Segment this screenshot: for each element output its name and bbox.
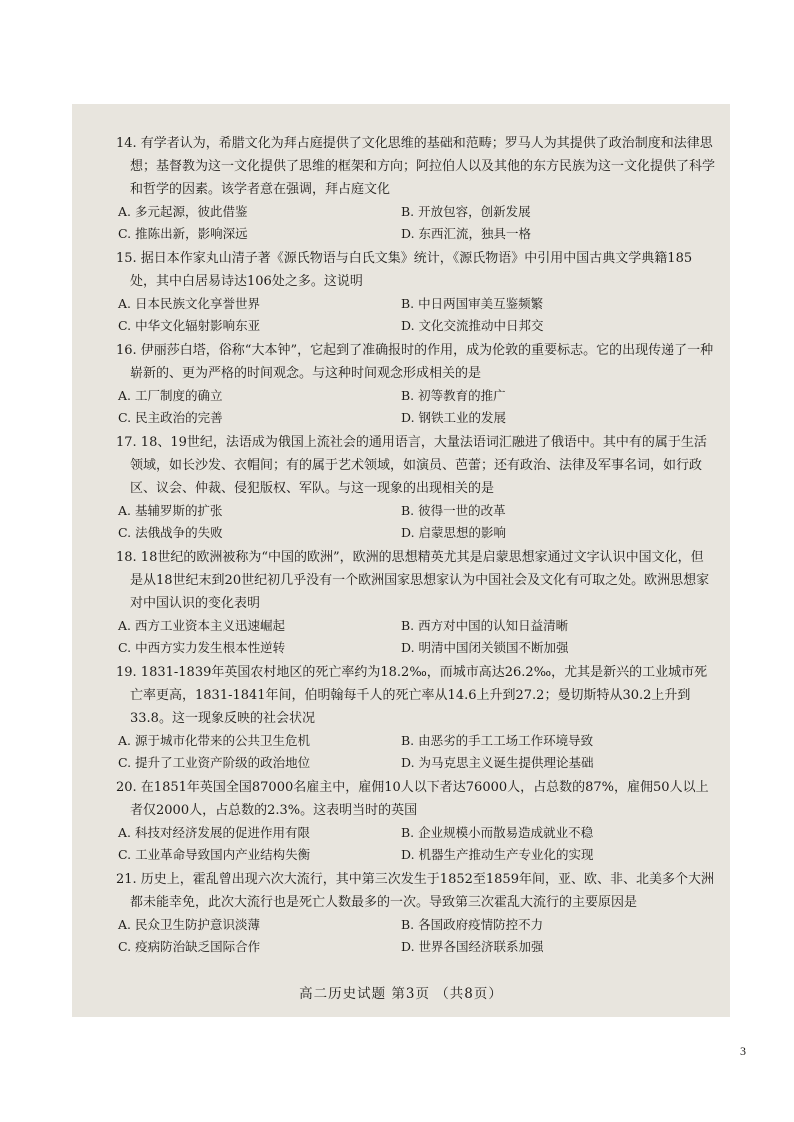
answer-options <box>116 615 716 659</box>
option-d: D. 机器生产推动生产专业化的实现 <box>401 847 594 862</box>
option-b: B. 企业规模小而散易造成就业不稳 <box>401 825 594 840</box>
question-18 <box>116 546 716 659</box>
question-19 <box>116 661 716 774</box>
option-b: B. 由恶劣的手工工场工作环境导致 <box>401 733 594 748</box>
option-c: C. 推陈出新，影响深远 <box>118 226 248 241</box>
option-a: A. 日本民族文化享誉世界 <box>118 296 260 311</box>
option-c: C. 民主政治的完善 <box>118 410 223 425</box>
option-d: D. 启蒙思想的影响 <box>401 525 507 540</box>
question-stem: 20. 在1851年英国全国87000名雇主中，雇佣10人以下者达76000人，占总数的87%，雇佣50人以上者仅2000人，占总数的2.3%。这表明当时的英国 <box>116 780 709 818</box>
question-20 <box>116 776 716 866</box>
option-b: B. 中日两国审美互鉴频繁 <box>401 296 544 311</box>
question-21 <box>116 868 716 958</box>
option-c: C. 法俄战争的失败 <box>118 525 223 540</box>
option-d: D. 文化交流推动中日邦交 <box>401 318 544 333</box>
answer-options <box>116 293 716 337</box>
page-number: 3 <box>740 1044 746 1058</box>
question-15 <box>116 247 716 337</box>
option-a: A. 西方工业资本主义迅速崛起 <box>118 618 285 633</box>
option-c: C. 中西方实力发生根本性逆转 <box>118 640 286 655</box>
option-b: B. 各国政府疫情防控不力 <box>401 917 544 932</box>
answer-options <box>116 385 716 429</box>
option-b: B. 初等教育的推广 <box>401 388 506 403</box>
question-16 <box>116 339 716 429</box>
option-b: B. 开放包容，创新发展 <box>401 204 531 219</box>
answer-options <box>116 914 716 958</box>
answer-options <box>116 822 716 866</box>
option-a: A. 工厂制度的确立 <box>118 388 223 403</box>
question-stem: 14. 有学者认为，希腊文化为拜占庭提供了文化思维的基础和范畴；罗马人为其提供了政治制度和法律思想；基督教为这一文化提供了思维的框架和方向；阿拉伯人以及其他的东方民族为这一文化提供了科学和哲学的因素。该学者意在强调，拜占庭文化 <box>116 136 716 197</box>
question-14 <box>116 132 716 245</box>
question-stem: 19. 1831-1839年英国农村地区的死亡率约为18.2‰，而城市高达26.2‰，尤其是新兴的工业城市死亡率更高，1831-1841年间，伯明翰每千人的死亡率从14.6上升到27.2；曼切斯特从30.2上升到33.8。这一现象反映的社会状况 <box>116 665 708 726</box>
exam-footer: 高二历史试题 第3页 （共8页） <box>299 986 503 1002</box>
option-c: C. 工业革命导致国内产业结构失衡 <box>118 847 311 862</box>
option-a: A. 源于城市化带来的公共卫生危机 <box>118 733 310 748</box>
option-a: A. 科技对经济发展的促进作用有限 <box>118 825 310 840</box>
option-a: A. 基辅罗斯的扩张 <box>118 503 223 518</box>
question-list <box>116 132 716 960</box>
option-d: D. 明清中国闭关锁国不断加强 <box>401 640 569 655</box>
option-d: D. 为马克思主义诞生提供理论基础 <box>401 755 594 770</box>
option-b: B. 西方对中国的认知日益清晰 <box>401 618 569 633</box>
option-a: A. 多元起源，彼此借鉴 <box>118 204 248 219</box>
question-17 <box>116 431 716 544</box>
question-stem: 15. 据日本作家丸山清子著《源氏物语与白氏文集》统计，《源氏物语》中引用中国古典文学典籍185处，其中白居易诗达106处之多。这说明 <box>116 251 693 289</box>
option-c: C. 疫病防治缺乏国际合作 <box>118 939 261 954</box>
option-a: A. 民众卫生防护意识淡薄 <box>118 917 260 932</box>
option-d: D. 钢铁工业的发展 <box>401 410 507 425</box>
question-stem: 17. 18、19世纪，法语成为俄国上流社会的通用语言，大量法语词汇融进了俄语中。其中有的属于生活领域，如长沙发、衣帽间；有的属于艺术领域，如演员、芭蕾；还有政治、法律及军事名词，如行政区、议会、仲裁、侵犯版权、军队。与这一现象的出现相关的是 <box>116 435 707 496</box>
option-d: D. 东西汇流，独具一格 <box>401 226 532 241</box>
answer-options <box>116 201 716 245</box>
option-c: C. 中华文化辐射影响东亚 <box>118 318 261 333</box>
question-stem: 21. 历史上，霍乱曾出现六次大流行，其中第三次发生于1852至1859年间，亚、欧、非、北美多个大洲都未能幸免，此次大流行也是死亡人数最多的一次。导致第三次霍乱大流行的主要原因是 <box>116 872 714 910</box>
option-b: B. 彼得一世的改革 <box>401 503 506 518</box>
option-c: C. 提升了工业资产阶级的政治地位 <box>118 755 311 770</box>
question-stem: 16. 伊丽莎白塔，俗称“大本钟”，它起到了准确报时的作用，成为伦敦的重要标志。它的出现传递了一种崭新的、更为严格的时间观念。与这种时间观念形成相关的是 <box>116 343 714 381</box>
answer-options <box>116 730 716 774</box>
scanned-exam-page <box>72 104 730 1017</box>
answer-options <box>116 500 716 544</box>
option-d: D. 世界各国经济联系加强 <box>401 939 544 954</box>
question-stem: 18. 18世纪的欧洲被称为“中国的欧洲”，欧洲的思想精英尤其是启蒙思想家通过文字认识中国文化，但是从18世纪末到20世纪初几乎没有一个欧洲国家思想家认为中国社会及文化有可取之处。欧洲思想家对中国认识的变化表明 <box>116 550 710 611</box>
